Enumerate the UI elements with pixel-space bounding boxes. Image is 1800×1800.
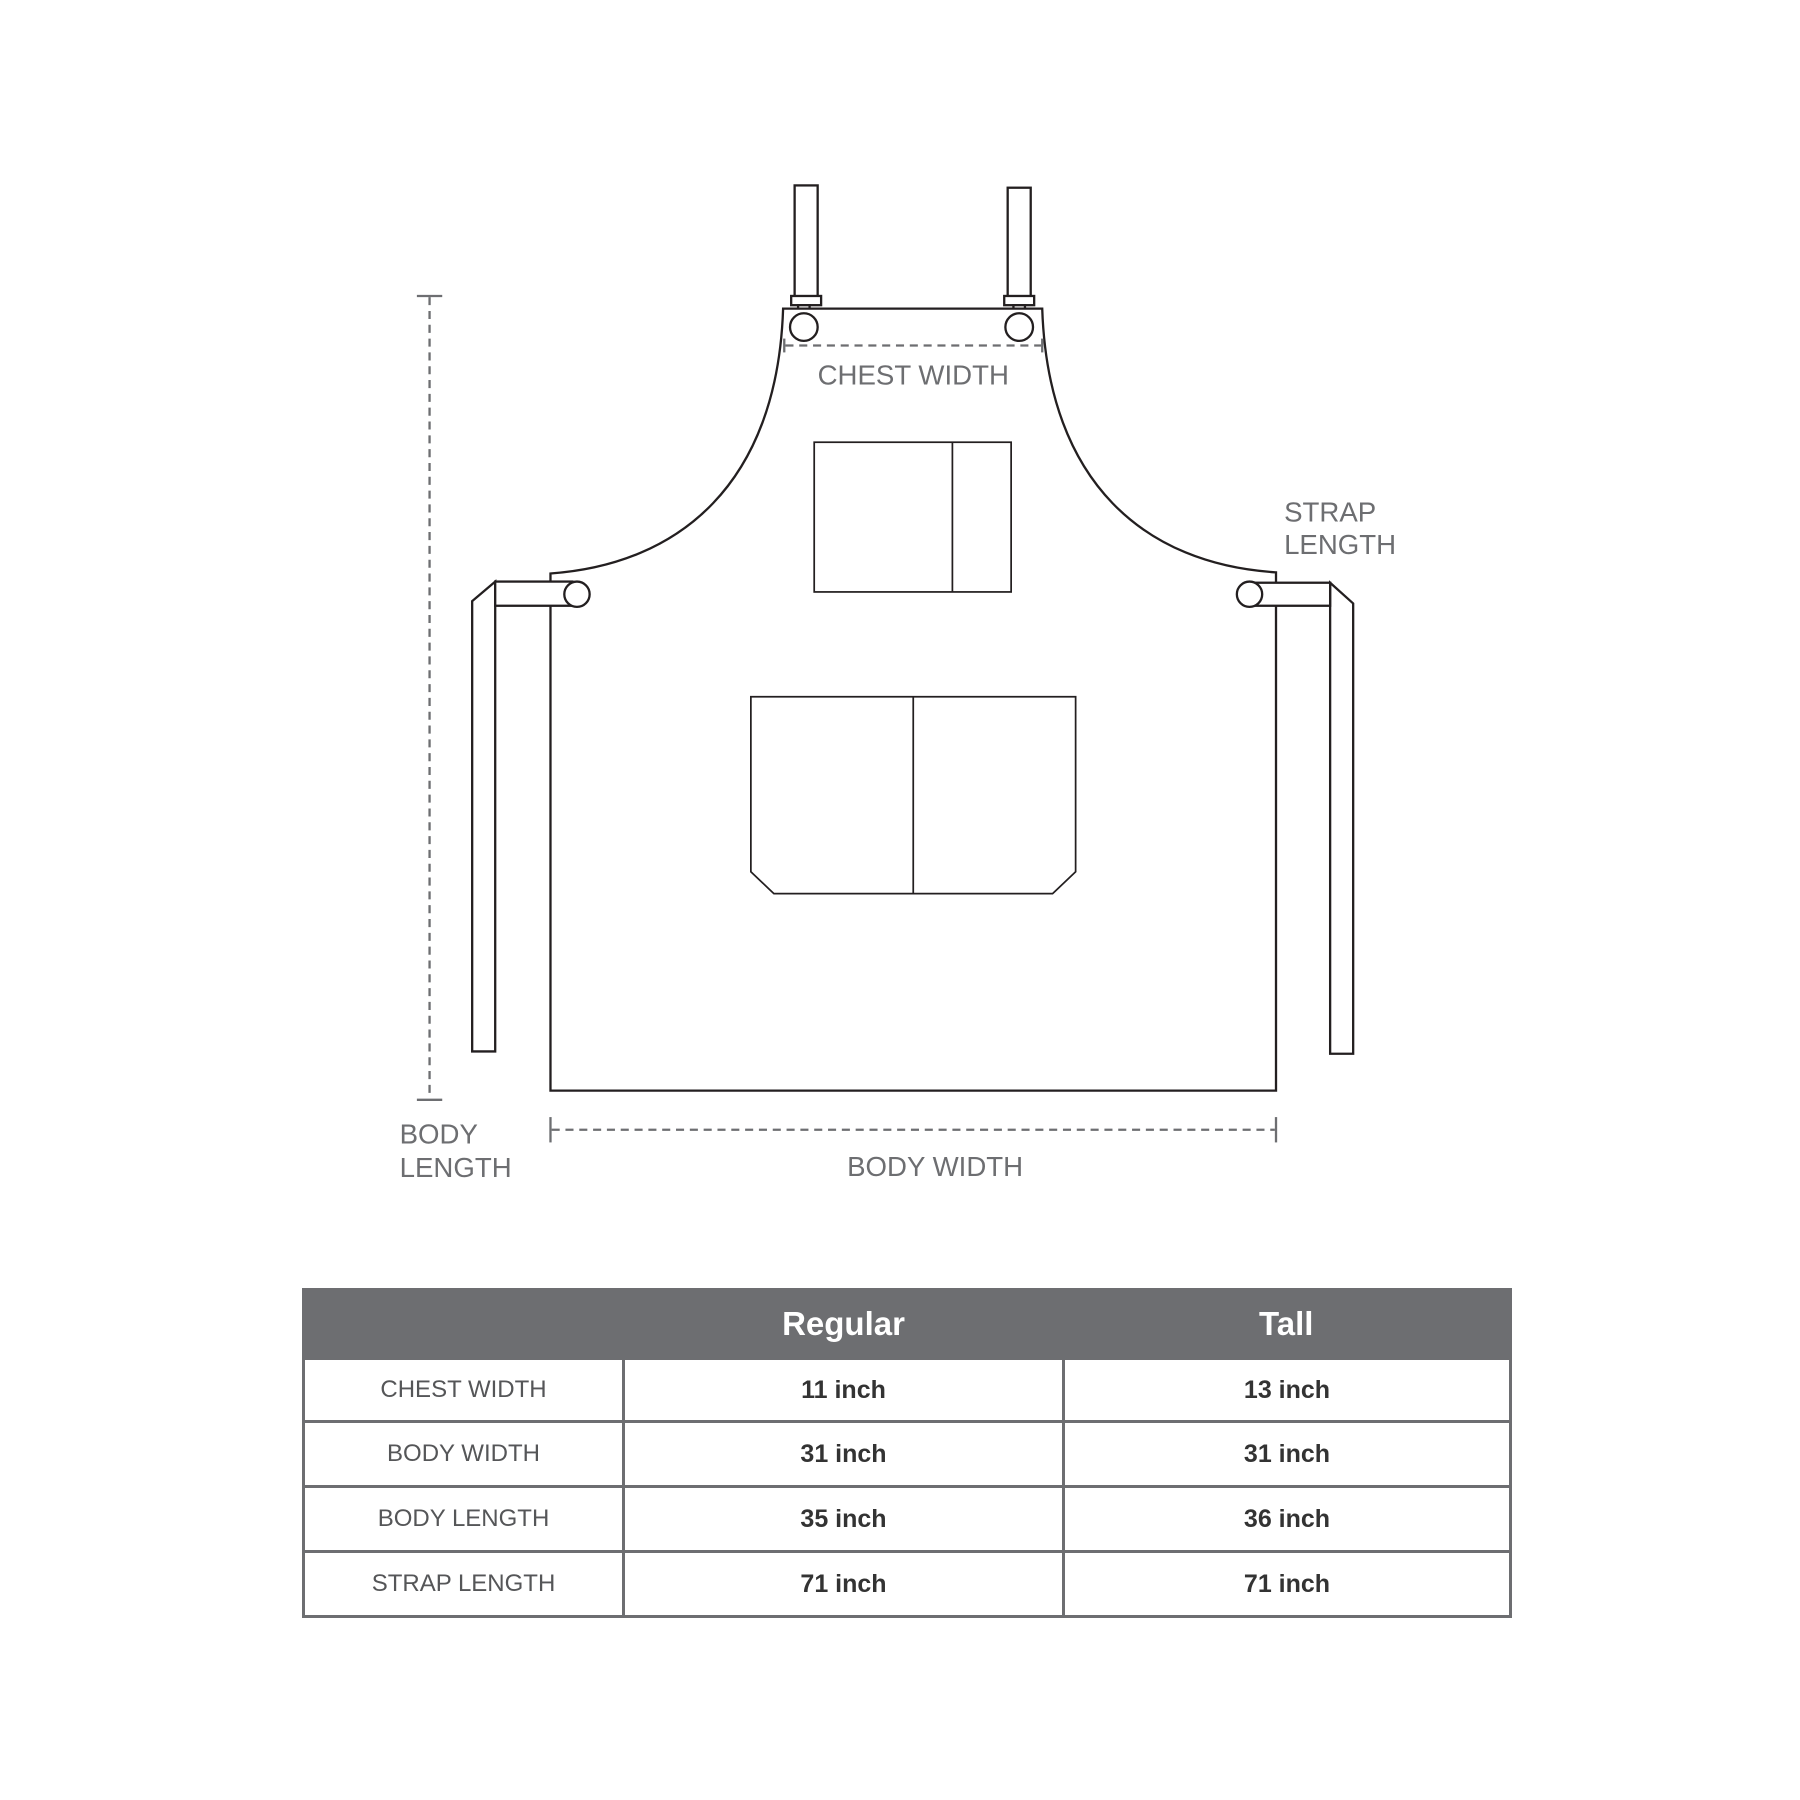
header-empty-cell: [304, 1290, 624, 1359]
size-table: [302, 1288, 1512, 1618]
row-label: BODY WIDTH: [304, 1422, 624, 1487]
header-regular: Regular: [624, 1290, 1064, 1359]
left-waist-ring: [564, 582, 589, 607]
left-neck-buckle: [791, 296, 821, 305]
regular-value: 11 inch: [624, 1359, 1064, 1422]
tall-value: 31 inch: [1064, 1422, 1511, 1487]
row-label: STRAP LENGTH: [304, 1552, 624, 1617]
body-length-label-line2: LENGTH: [399, 1151, 512, 1183]
tall-value: 71 inch: [1064, 1552, 1511, 1617]
tall-value: 36 inch: [1064, 1487, 1511, 1552]
tall-value: 13 inch: [1064, 1359, 1511, 1422]
table-row: [304, 1487, 1511, 1552]
body-width-label: BODY WIDTH: [847, 1150, 1024, 1182]
row-label: CHEST WIDTH: [304, 1359, 624, 1422]
header-tall: Tall: [1064, 1290, 1511, 1359]
row-label: BODY LENGTH: [304, 1487, 624, 1552]
right-waist-strap: [1330, 583, 1353, 1054]
right-waist-strap-band: [1253, 583, 1330, 606]
table-row: [304, 1359, 1511, 1422]
left-waist-strap-band: [495, 582, 572, 606]
right-waist-ring: [1237, 582, 1262, 607]
left-neck-ring: [790, 313, 818, 341]
left-waist-strap: [472, 582, 495, 1052]
regular-value: 35 inch: [624, 1487, 1064, 1552]
regular-value: 31 inch: [624, 1422, 1064, 1487]
regular-value: 71 inch: [624, 1552, 1064, 1617]
chest-width-label: CHEST WIDTH: [817, 359, 1009, 391]
strap-length-label-line2: LENGTH: [1284, 528, 1397, 560]
table-row: [304, 1552, 1511, 1617]
strap-length-label-line1: STRAP: [1284, 496, 1377, 528]
right-neck-ring: [1005, 313, 1033, 341]
right-neck-strap: [1008, 188, 1031, 297]
right-neck-buckle: [1004, 296, 1034, 305]
left-neck-strap: [795, 185, 818, 297]
table-row: [304, 1422, 1511, 1487]
body-length-label-line1: BODY: [399, 1118, 478, 1150]
table-header-row: [304, 1290, 1511, 1359]
